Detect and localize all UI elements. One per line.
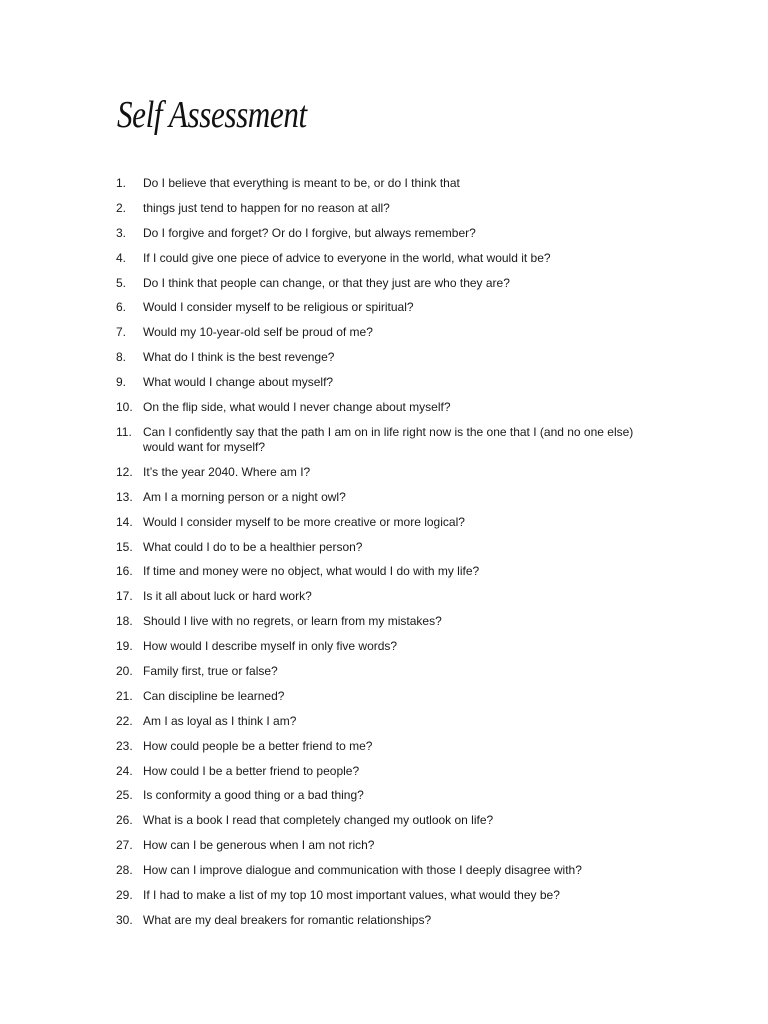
question-number: 20. [116, 664, 133, 679]
question-text: Am I as loyal as I think I am? [143, 713, 297, 728]
question-item [116, 400, 656, 415]
question-item [116, 589, 656, 604]
question-number: 9. [116, 375, 127, 390]
page-title: Self Assessment [117, 94, 307, 136]
question-item [116, 350, 656, 365]
question-text: Is conformity a good thing or a bad thing? [143, 788, 364, 803]
question-item [116, 739, 656, 754]
question-number: 28. [116, 863, 133, 878]
question-item [116, 863, 656, 878]
question-number: 15. [116, 539, 133, 554]
question-item [116, 614, 656, 629]
question-number: 29. [116, 888, 133, 903]
question-text: It’s the year 2040. Where am I? [143, 464, 311, 479]
question-text: How could I be a better friend to people? [143, 763, 360, 778]
question-text: Can I confidently say that the path I am on in life right now is the one that I (and no one else) would want for myself? [143, 424, 634, 454]
question-text: Do I forgive and forget? Or do I forgive, but always remember? [143, 225, 476, 240]
question-item [116, 564, 656, 579]
question-list [116, 176, 656, 938]
question-text: Is it all about luck or hard work? [143, 589, 312, 604]
question-number: 26. [116, 813, 133, 828]
question-text: How could people be a better friend to me? [143, 738, 373, 753]
question-number: 6. [116, 300, 127, 315]
question-text: What is a book I read that completely changed my outlook on life? [143, 813, 494, 828]
question-number: 1. [116, 176, 127, 190]
question-item [116, 764, 656, 779]
question-number: 16. [116, 564, 133, 579]
question-item [116, 251, 656, 266]
question-number: 12. [116, 464, 133, 479]
question-text: What are my deal breakers for romantic relationships? [143, 912, 432, 927]
question-text: Do I believe that everything is meant to be, or do I think that [143, 176, 460, 190]
question-item [116, 276, 656, 291]
question-number: 4. [116, 250, 127, 265]
question-text: If I could give one piece of advice to everyone in the world, what would it be? [143, 250, 551, 265]
question-text: What do I think is the best revenge? [143, 350, 335, 365]
question-number: 2. [116, 200, 127, 215]
question-item [116, 788, 656, 803]
question-text: Can discipline be learned? [143, 688, 285, 703]
question-text: On the flip side, what would I never change about myself? [143, 400, 451, 415]
question-item [116, 300, 656, 315]
question-item [116, 425, 656, 455]
question-item [116, 689, 656, 704]
question-number: 23. [116, 738, 133, 753]
question-number: 10. [116, 400, 133, 415]
question-number: 8. [116, 350, 127, 365]
question-text: If time and money were no object, what would I do with my life? [143, 564, 480, 579]
question-item [116, 201, 656, 216]
question-text: Am I a morning person or a night owl? [143, 489, 346, 504]
question-item [116, 913, 656, 928]
question-number: 22. [116, 713, 133, 728]
question-number: 30. [116, 912, 133, 927]
question-text: Do I think that people can change, or that they just are who they are? [143, 275, 510, 290]
question-item [116, 714, 656, 729]
question-item [116, 540, 656, 555]
question-text: What would I change about myself? [143, 375, 334, 390]
question-text: Would my 10-year-old self be proud of me? [143, 325, 373, 340]
question-number: 24. [116, 763, 133, 778]
question-text: Family first, true or false? [143, 664, 278, 679]
question-number: 3. [116, 225, 127, 240]
question-text: If I had to make a list of my top 10 most important values, what would they be? [143, 888, 560, 903]
question-item [116, 639, 656, 654]
question-number: 21. [116, 688, 133, 703]
question-text: How would I describe myself in only five words? [143, 639, 398, 654]
question-item [116, 226, 656, 241]
question-item [116, 888, 656, 903]
question-text: How can I improve dialogue and communication with those I deeply disagree with? [143, 863, 582, 878]
question-number: 13. [116, 489, 133, 504]
question-item [116, 325, 656, 340]
question-number: 14. [116, 514, 133, 529]
question-item [116, 375, 656, 390]
question-number: 7. [116, 325, 127, 340]
question-number: 11. [116, 424, 132, 439]
question-text: How can I be generous when I am not rich? [143, 838, 375, 853]
question-number: 18. [116, 614, 133, 629]
question-item [116, 515, 656, 530]
question-number: 27. [116, 838, 133, 853]
question-number: 17. [116, 589, 133, 604]
question-item [116, 465, 656, 480]
question-item [116, 664, 656, 679]
question-text: Would I consider myself to be religious or spiritual? [143, 300, 414, 315]
question-item [116, 490, 656, 505]
question-item [116, 838, 656, 853]
question-number: 25. [116, 788, 133, 803]
question-text: Would I consider myself to be more creative or more logical? [143, 514, 465, 529]
question-item [116, 176, 656, 191]
question-text: What could I do to be a healthier person? [143, 539, 363, 554]
question-number: 19. [116, 639, 133, 654]
question-number: 5. [116, 275, 127, 290]
question-text: things just tend to happen for no reason at all? [143, 200, 390, 215]
question-item [116, 813, 656, 828]
question-text: Should I live with no regrets, or learn from my mistakes? [143, 614, 442, 629]
